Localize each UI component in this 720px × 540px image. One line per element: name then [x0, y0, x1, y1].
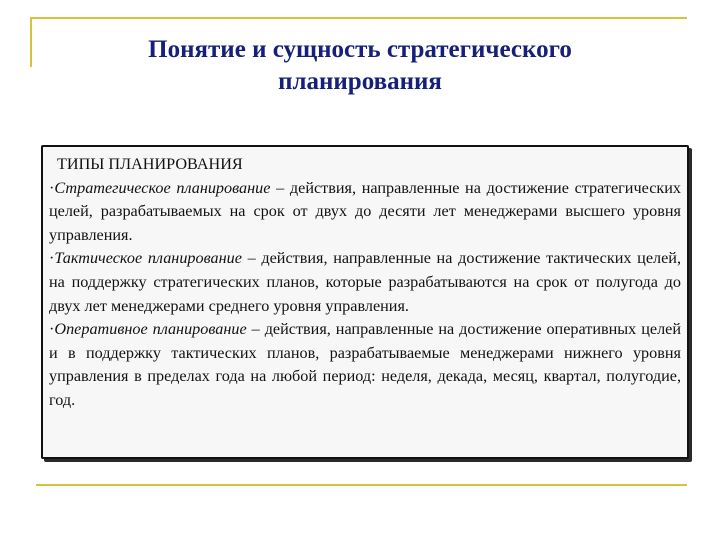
item-term: Оперативное планирование [54, 320, 247, 339]
item-term: Стратегическое планирование [54, 178, 271, 197]
list-item-operational [49, 318, 681, 412]
bullet-icon: · [49, 178, 55, 197]
section-heading: ТИПЫ ПЛАНИРОВАНИЯ [57, 155, 243, 173]
content-box [41, 145, 689, 459]
frame-left-line [30, 17, 32, 67]
list-item-tactical [49, 247, 681, 318]
frame-bottom-line [36, 484, 687, 486]
bullet-icon: · [49, 320, 55, 339]
item-description: – действия, направленные на достижение тактических целей, на поддержку стратегических планов, которые разрабатываются на срок от полугода до двух лет менеджерами среднего уровня управления. [49, 249, 681, 315]
item-description: – действия, направленные на достижение стратегических целей, разрабатываемых на срок от двух до десяти лет менеджерами высшего уровня управления. [49, 178, 681, 244]
slide-title-line-1: Понятие и сущность стратегического [148, 36, 572, 63]
content-text [49, 153, 681, 413]
frame-top-line [30, 17, 687, 19]
list-item-strategic [49, 177, 681, 248]
slide-title-line-2: планирования [278, 68, 442, 95]
slide-title [60, 34, 660, 98]
bullet-icon: · [49, 249, 55, 268]
item-term: Тактическое планирование [54, 249, 242, 268]
item-description: – действия, направленные на достижение оперативных целей и в поддержку тактических планов, разрабатываемые менеджерами нижнего уровня управления в пределах года на любой период: неделя, декада, месяц, квартал, полугодие, год. [49, 320, 681, 409]
